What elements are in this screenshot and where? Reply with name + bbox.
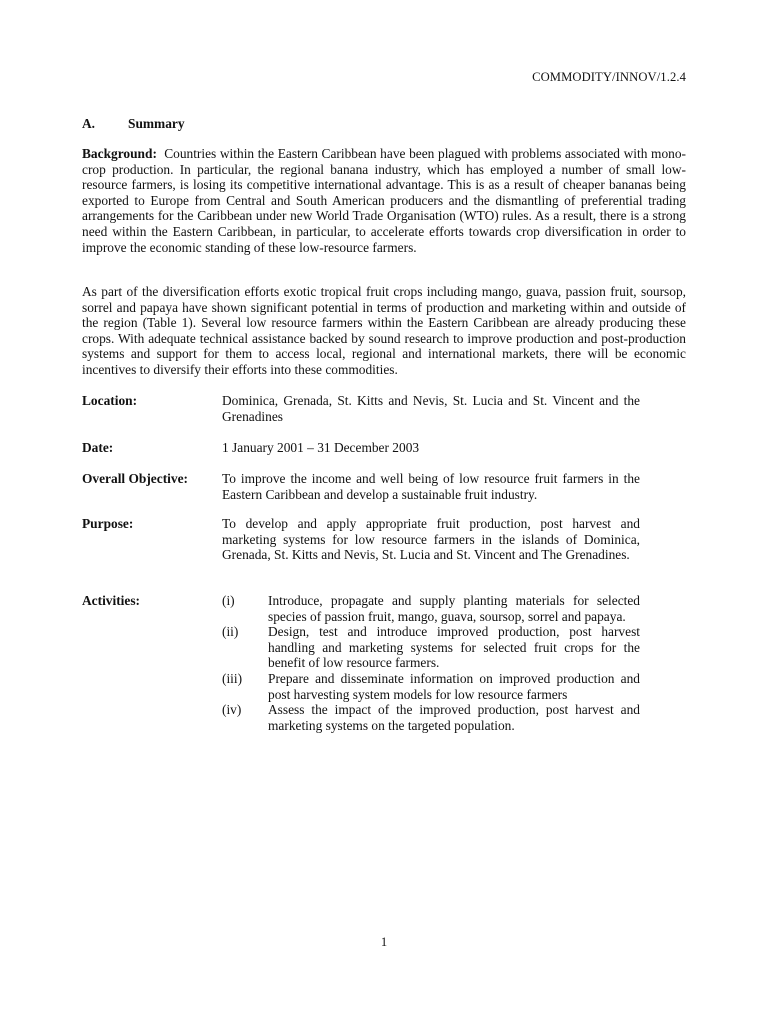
location-label: Location: [82,393,138,408]
section-heading [82,116,185,132]
document-reference: COMMODITY/INNOV/1.2.4 [532,70,686,84]
activity-item [222,702,640,733]
diversification-paragraph: As part of the diversification efforts exotic tropical fruit crops including mango, guava, passion fruit, soursop, sorrel and papaya have shown significant potential in terms of production and marketing within and outside of the region (Table 1). Several low resource farmers within the Eastern Caribbean are already producing these crops. With adequate technical assistance backed by sound research to improve production and post-production systems and support for them to access local, regional and international markets, there will be economic incentives to diversify their efforts into these commodities. [82,284,686,377]
purpose-label: Purpose: [82,516,134,531]
activity-text: Assess the impact of the improved production, post harvest and marketing systems on the targeted population. [268,702,640,733]
objective-label: Overall Objective: [82,471,188,486]
purpose-value: To develop and apply appropriate fruit production, post harvest and marketing systems for low resource farmers in the islands of Dominica, Grenada, St. Kitts and Nevis, St. Lucia and St. Vincent and The Grenadines. [222,516,640,563]
activity-number: (ii) [222,624,239,640]
activity-item [222,671,640,702]
activities-list [222,593,640,733]
location-value: Dominica, Grenada, St. Kitts and Nevis, St. Lucia and St. Vincent and the Grenadines [222,393,640,424]
date-value: 1 January 2001 – 31 December 2003 [222,440,420,455]
activity-number: (iii) [222,670,243,686]
date-label: Date: [82,440,114,455]
background-label: Background: [82,146,157,161]
background-paragraph [82,146,686,255]
activity-item [222,593,640,624]
objective-value: To improve the income and well being of low resource fruit farmers in the Eastern Caribbean and develop a sustainable fruit industry. [222,471,640,502]
activity-text: Introduce, propagate and supply planting materials for selected species of passion fruit, mango, guava, soursop, sorrel and papaya. [268,593,640,624]
section-letter: A. [82,116,96,131]
page-number: 1 [380,935,388,949]
activity-text: Prepare and disseminate information on improved production and post harvesting system models for low resource farmers [268,670,640,702]
activities-label: Activities: [82,593,141,608]
activity-item [222,624,640,671]
activity-number: (i) [222,593,235,608]
section-title: Summary [128,116,185,131]
activity-number: (iv) [222,702,242,718]
background-text: Countries within the Eastern Caribbean have been plagued with problems associated with mono-crop production. In particular, the regional banana industry, which has employed a number of small low-resource farmers, is losing its competitive international advantage. This is as a result of cheaper bananas being exported to Europe from Central and South American producers and the dismantling of preferential trading arrangements for the Caribbean under new World Trade Organisation (WTO) rules. As a result, there is a strong need within the Eastern Caribbean, in particular, to accelerate efforts towards crop diversification in order to improve the economic standing of these low-resource farmers. [82,146,686,255]
activity-text: Design, test and introduce improved production, post harvest handling and marketing systems for selected fruit crops for the benefit of low resource farmers. [268,624,640,671]
